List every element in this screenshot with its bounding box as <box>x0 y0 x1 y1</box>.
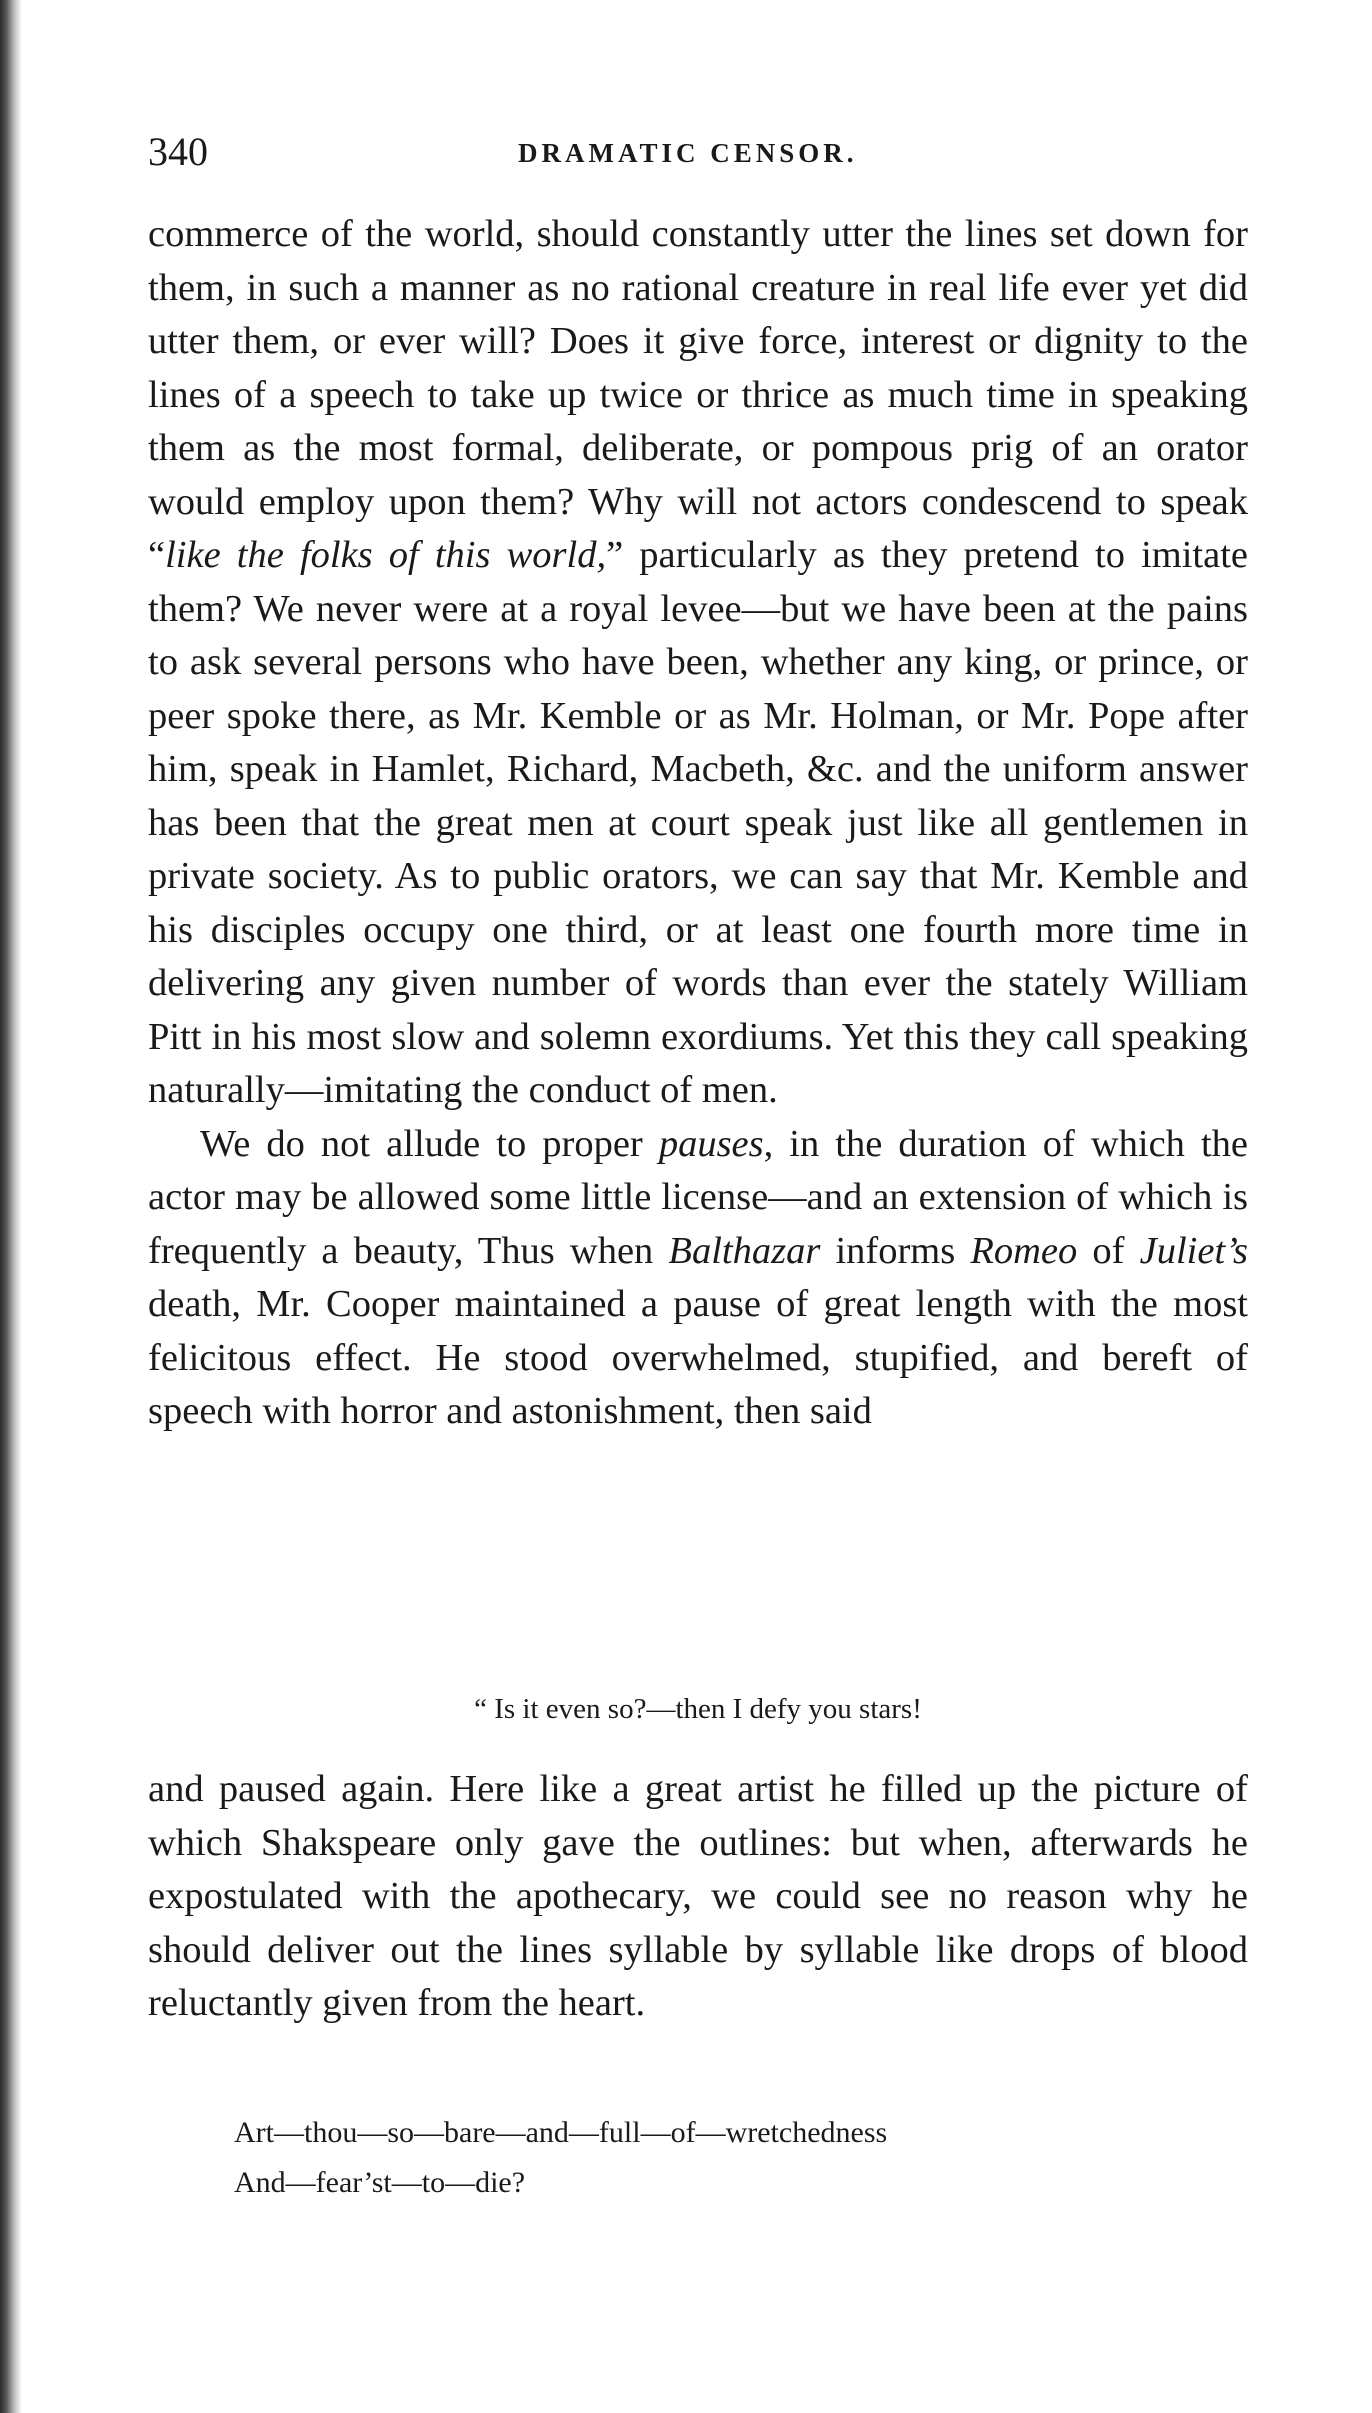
paragraph-1-italic: like the folks of this world, <box>165 534 607 576</box>
verse-line-2: And—fear’st—to—die? <box>234 2166 526 2199</box>
paragraph-2-italic-balthazar: Balthazar <box>668 1229 821 1272</box>
page-body <box>148 208 1248 2199</box>
verse-line-1: Art—thou—so—bare—and—full—of—wretchedness <box>234 2116 888 2149</box>
paragraph-1-text-b: ” particularly as they pretend to imitate them? We never were at a royal levee—but we have been at the pains to ask several persons who have been, whether any king, or prince, or peer spoke there, as Mr. Kemble or as Mr. Holman, or Mr. Pope after him, speak in Hamlet, Richard, Macbeth, &c. and the uniform answer has been that the great men at court speak just like all gentlemen in private society. As to public orators, we can say that Mr. Kemble and his disciples occupy one third, or at least one fourth more time in delivering any given number of words than ever the stately William Pitt in his most slow and solemn exordiums. Yet this they call speaking naturally—imitating the conduct of men. <box>148 534 1248 1111</box>
paragraph-2-text-2: , in the duration of which the actor may be allowed some little license—and an extension of which is frequently a beauty, Thus when <box>148 1122 1248 1272</box>
running-title: DRAMATIC CENSOR. <box>518 138 858 168</box>
paragraph-1-text-a: commerce of the world, should constantly utter the lines set down for them, in such a manner as no rational creature in real life ever yet did utter them, or ever will? Does it give force, interest or dignity to the lines of a speech to take up twice or thrice as much time in speaking them as the most formal, deliberate, or pompous prig of an orator would employ upon them? Why will not actors condescend to speak “ <box>148 213 1248 576</box>
paragraph-2-italic-pauses: pauses <box>658 1122 764 1165</box>
paragraph-2-italic-romeo: Romeo <box>970 1229 1078 1272</box>
paragraph-2-text-3: informs <box>820 1229 971 1272</box>
paragraph-2-text-4: of <box>1077 1229 1140 1272</box>
block-quote: “ Is it even so?—then I defy you stars! <box>474 1693 922 1725</box>
paragraph-3: and paused again. Here like a great artist he filled up the picture of which Shakspeare only gave the outlines: but when, afterwards he expostulated with the apothecary, we could see no reason why he should deliver out the lines syllable by syllable like drops of blood reluctantly given from the heart. <box>148 1768 1248 2024</box>
book-spine-edge <box>0 0 22 2413</box>
page-header <box>148 128 1248 188</box>
paragraph-1 <box>148 208 1248 1118</box>
paragraph-2-italic-juliets: Juliet’s <box>1139 1229 1248 1272</box>
verse-block <box>234 2108 887 2208</box>
page-number: 340 <box>148 129 208 174</box>
paragraph-2-text-1: We do not allude to proper <box>200 1122 659 1165</box>
paragraph-2 <box>148 1118 1248 1439</box>
paragraph-2-text-5: death, Mr. Cooper maintained a pause of great length with the most felicitous effect. He stood overwhelmed, stupified, and bereft of speech with horror and astonishment, then said <box>148 1283 1248 1432</box>
